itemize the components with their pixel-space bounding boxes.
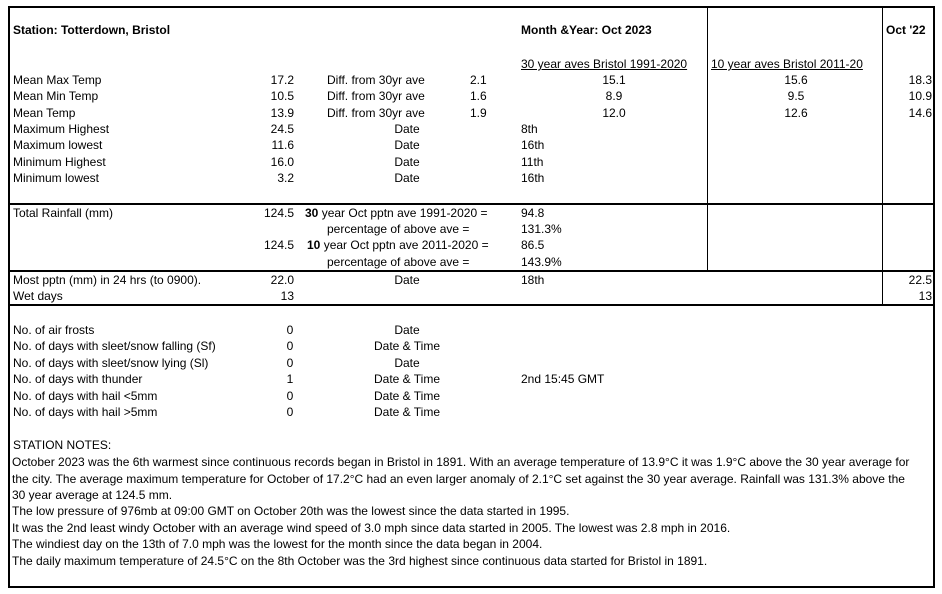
temp-diff: 1.9 xyxy=(470,106,487,120)
border-left xyxy=(8,6,10,588)
rain-ave10-text: year Oct pptn ave 2011-2020 = xyxy=(320,238,489,252)
temp-diff: 1.6 xyxy=(470,89,487,103)
extreme-date-label: Date xyxy=(394,138,420,152)
count-value: 0 xyxy=(286,389,294,403)
notes-title: STATION NOTES: xyxy=(13,438,112,452)
wet-days-value: 13 xyxy=(280,289,294,303)
temp-ave30: 15.1 xyxy=(602,73,626,87)
wet-days-prev: 13 xyxy=(918,289,932,303)
note-paragraph: The windiest day on the 13th of 7.0 mph was the lowest for the month since the data began in 2004. xyxy=(12,537,543,551)
extreme-date-label: Date xyxy=(394,171,420,185)
temp-label: Mean Max Temp xyxy=(13,73,102,87)
most-pptn-date-label: Date xyxy=(394,273,420,287)
extreme-date-label: Date xyxy=(394,122,420,136)
rain-pct-label: percentage of above ave = xyxy=(327,255,470,269)
count-date: 2nd 15:45 GMT xyxy=(521,372,605,386)
count-date-label: Date & Time xyxy=(373,339,441,353)
count-label: No. of days with hail >5mm xyxy=(13,405,158,419)
temp-value: 17.2 xyxy=(270,73,294,87)
temp-diff: 2.1 xyxy=(470,73,487,87)
note-paragraph: The daily maximum temperature of 24.5°C on the 8th October was the 3rd highest since continuous data started for Bristol in 1891. xyxy=(12,554,708,568)
extreme-value: 24.5 xyxy=(270,122,294,136)
extreme-value: 11.6 xyxy=(271,138,294,152)
divider-counts-top xyxy=(8,304,935,306)
extreme-date: 8th xyxy=(521,122,538,136)
note-paragraph: It was the 2nd least windy October with an average wind speed of 3.0 mph since data started in 2005. The lowest was 2.8 mph in 2016. xyxy=(12,521,731,535)
ave10-heading: 10 year aves Bristol 2011-20 xyxy=(711,57,863,71)
temp-ave30: 12.0 xyxy=(602,106,626,120)
rain-ave30-text: year Oct pptn ave 1991-2020 = xyxy=(318,206,488,220)
count-label: No. of days with sleet/snow lying (Sl) xyxy=(13,356,209,370)
temp-ave30: 8.9 xyxy=(605,89,623,103)
count-date-label: Date xyxy=(394,323,420,337)
extreme-label: Maximum Highest xyxy=(13,122,110,136)
extreme-date: 16th xyxy=(521,171,545,185)
temp-diff-label: Diff. from 30yr ave xyxy=(327,73,425,87)
rain-total: 124.5 xyxy=(263,206,294,220)
extreme-label: Maximum lowest xyxy=(13,138,103,152)
rain-ave30-prefix: 30 xyxy=(305,206,319,220)
rain-pct-label: percentage of above ave = xyxy=(327,222,470,236)
count-label: No. of days with sleet/snow falling (Sf) xyxy=(13,339,216,353)
extreme-value: 16.0 xyxy=(270,155,294,169)
temp-value: 13.9 xyxy=(270,106,294,120)
extreme-date: 11th xyxy=(521,155,544,169)
station-title: Station: Totterdown, Bristol xyxy=(13,23,171,37)
count-value: 0 xyxy=(286,356,294,370)
most-pptn-date: 18th xyxy=(521,273,545,287)
note-paragraph: October 2023 was the 6th warmest since continuous records began in Bristol in 1891. With an average temperature of 13.9°C it was 1.9°C above the 30 year average for the city. The average maximum temperature for October of 17.2°C had an even larger anomaly of 2.1°C set against the 30 year average. Rainfall was 131.3% above the 30 year average at 124.5 mm. xyxy=(12,455,910,502)
most-pptn-prev: 22.5 xyxy=(908,273,932,287)
rain-ave30-label xyxy=(305,205,487,221)
note-paragraph: The low pressure of 976mb at 09:00 GMT on October 20th was the lowest since the data started in 1995. xyxy=(12,504,570,518)
rain-total: 124.5 xyxy=(263,238,294,252)
temp-label: Mean Min Temp xyxy=(13,89,99,103)
month-year-title: Month &Year: Oct 2023 xyxy=(521,23,652,37)
temp-ave10: 12.6 xyxy=(784,106,808,120)
rain-pct: 131.3% xyxy=(521,222,562,236)
rain-ave10-label xyxy=(307,237,489,253)
border-top xyxy=(8,6,935,8)
temp-diff-label: Diff. from 30yr ave xyxy=(327,106,425,120)
count-value: 0 xyxy=(286,323,294,337)
extreme-value: 3.2 xyxy=(277,171,294,185)
extreme-date: 16th xyxy=(521,138,545,152)
count-value: 0 xyxy=(286,339,294,353)
temp-ave10: 9.5 xyxy=(787,89,805,103)
rain-ave10-prefix: 10 xyxy=(307,238,321,252)
prev-year-title: Oct '22 xyxy=(886,23,926,37)
count-date-label: Date & Time xyxy=(373,372,441,386)
temp-diff-label: Diff. from 30yr ave xyxy=(327,89,425,103)
rain-ave30-value: 94.8 xyxy=(521,206,545,220)
temp-ave10: 15.6 xyxy=(784,73,808,87)
ave30-heading: 30 year aves Bristol 1991-2020 xyxy=(521,57,688,71)
rain-pct: 143.9% xyxy=(521,255,562,269)
count-date-label: Date & Time xyxy=(373,389,441,403)
rain-label: Total Rainfall (mm) xyxy=(13,206,114,220)
count-label: No. of air frosts xyxy=(13,323,95,337)
extreme-date-label: Date xyxy=(394,155,420,169)
count-label: No. of days with thunder xyxy=(13,372,143,386)
temp-label: Mean Temp xyxy=(13,106,76,120)
temp-prev: 18.3 xyxy=(908,73,932,87)
wet-days-label: Wet days xyxy=(13,289,63,303)
most-pptn-label: Most pptn (mm) in 24 hrs (to 0900). xyxy=(13,273,202,287)
extreme-label: Minimum Highest xyxy=(13,155,106,169)
temp-value: 10.5 xyxy=(270,89,294,103)
count-date-label: Date xyxy=(394,356,420,370)
temp-prev: 14.6 xyxy=(908,106,932,120)
divider-10yr xyxy=(707,6,708,270)
divider-prev-year xyxy=(882,6,883,304)
border-bottom xyxy=(8,586,935,588)
count-value: 1 xyxy=(286,372,294,386)
border-right xyxy=(933,6,935,588)
temp-prev: 10.9 xyxy=(908,89,932,103)
rain-ave10-value: 86.5 xyxy=(521,238,545,252)
most-pptn-value: 22.0 xyxy=(270,273,294,287)
count-label: No. of days with hail <5mm xyxy=(13,389,158,403)
count-value: 0 xyxy=(286,405,294,419)
count-date-label: Date & Time xyxy=(373,405,441,419)
extreme-label: Minimum lowest xyxy=(13,171,100,185)
